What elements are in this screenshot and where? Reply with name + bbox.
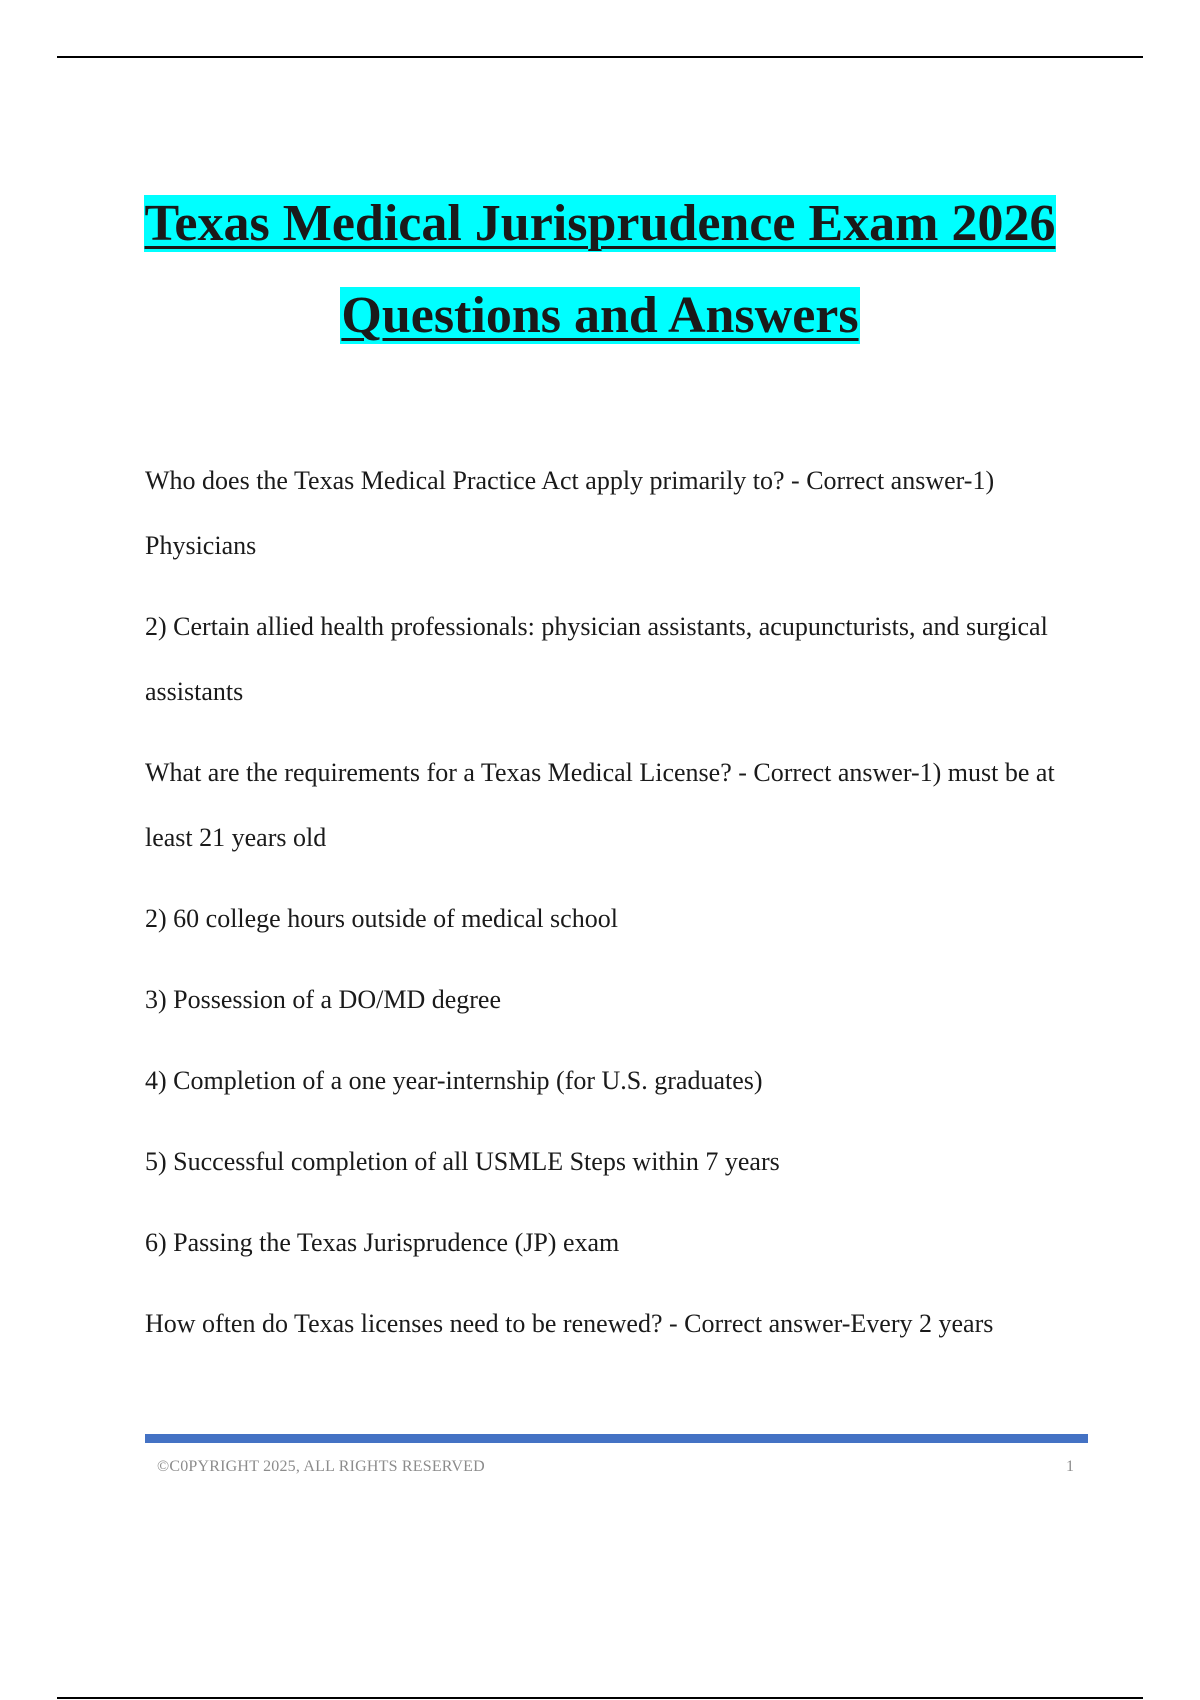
paragraph: 5) Successful completion of all USMLE Steps within 7 years — [145, 1147, 780, 1176]
paragraph: How often do Texas licenses need to be renewed? - Correct answer-Every 2 years — [145, 1309, 994, 1338]
paragraph: Who does the Texas Medical Practice Act apply primarily to? - Correct answer-1) Physicians — [145, 466, 995, 560]
paragraph: 4) Completion of a one year-internship (for U.S. graduates) — [145, 1066, 763, 1095]
title-line-1 — [0, 178, 1200, 270]
top-rule — [57, 56, 1143, 58]
paragraph: What are the requirements for a Texas Medical License? - Correct answer-1) must be at least 21 years old — [145, 758, 1055, 852]
footer-copyright: ©C0PYRIGHT 2025, ALL RIGHTS RESERVED — [157, 1458, 485, 1475]
paragraph: 2) Certain allied health professionals: physician assistants, acupuncturists, and surgical assistants — [145, 612, 1048, 706]
paragraph: 3) Possession of a DO/MD degree — [145, 985, 502, 1014]
page-number: 1 — [1066, 1458, 1074, 1475]
paragraph: 6) Passing the Texas Jurisprudence (JP) exam — [145, 1228, 620, 1257]
title-line-2 — [0, 270, 1200, 362]
paragraph: 2) 60 college hours outside of medical school — [145, 904, 618, 933]
document-title — [0, 178, 1200, 362]
document-body — [145, 448, 1080, 1372]
title-line-2-text: Questions and Answers — [341, 287, 859, 344]
title-line-1-text: Texas Medical Jurisprudence Exam 2026 — [144, 195, 1056, 252]
bottom-rule — [57, 1697, 1143, 1699]
footer-bar — [145, 1434, 1088, 1443]
